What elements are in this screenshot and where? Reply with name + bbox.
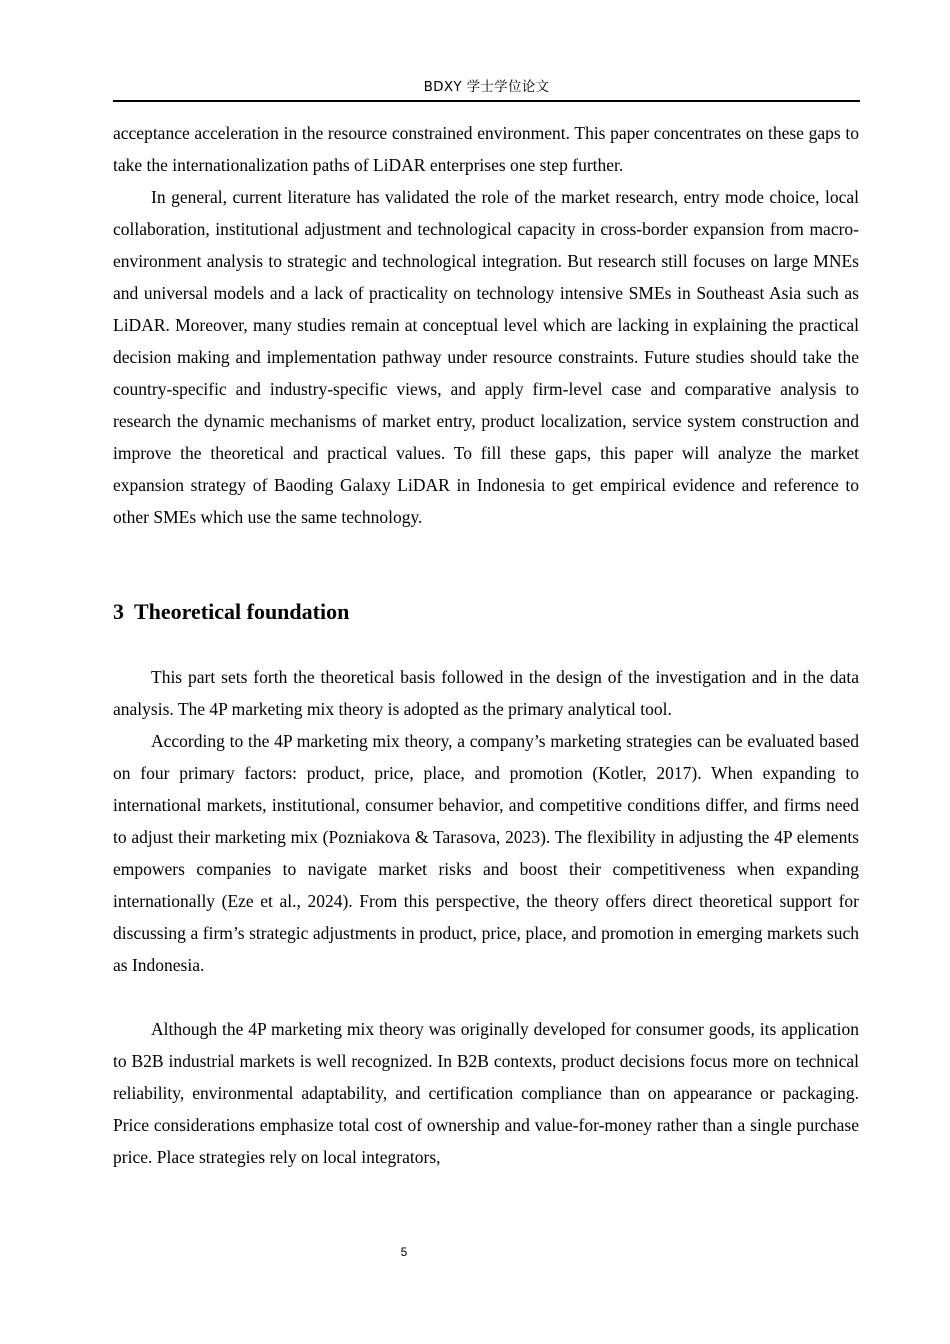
- page-body: [113, 117, 859, 1173]
- section-title: Theoretical foundation: [134, 599, 350, 624]
- paragraph-b2b-application: Although the 4P marketing mix theory was originally developed for consumer goods, its application to B2B industrial markets is well recognized. In B2B contexts, product decisions focus more on technical reliability, environmental adaptability, and certification compliance than on appearance or packaging. Price considerations emphasize total cost of ownership and value-for-money rather than a single purchase price. Place strategies rely on local integrators,: [113, 1019, 859, 1167]
- paragraph-literature-summary: In general, current literature has validated the role of the market research, entry mode choice, local collaboration, institutional adjustment and technological capacity in cross-border expansion from macro-environment analysis to strategic and technological integration. But research still focuses on large MNEs and universal models and a lack of practicality on technology intensive SMEs in Southeast Asia such as LiDAR. Moreover, many studies remain at conceptual level which are lacking in explaining the practical decision making and implementation pathway under resource constraints. Future studies should take the country-specific and industry-specific views, and apply firm-level case and comparative analysis to research the dynamic mechanisms of market entry, product localization, service system construction and improve the theoretical and practical values. To fill these gaps, this paper will analyze the market expansion strategy of Baoding Galaxy LiDAR in Indonesia to get empirical evidence and reference to other SMEs which use the same technology.: [113, 187, 859, 527]
- running-header: BDXY 学士学位论文: [423, 79, 550, 95]
- paragraph-4p-theory: According to the 4P marketing mix theory, a company’s marketing strategies can be evaluated based on four primary factors: product, price, place, and promotion (Kotler, 2017). When expanding to international markets, institutional, consumer behavior, and competitive conditions differ, and firms need to adjust their marketing mix (Pozniakova & Tarasova, 2023). The flexibility in adjusting the 4P elements empowers companies to navigate market risks and boost their competitiveness when expanding internationally (Eze et al., 2024). From this perspective, the theory offers direct theoretical support for discussing a firm’s strategic adjustments in product, price, place, and promotion in emerging markets such as Indonesia.: [113, 731, 859, 975]
- section-heading: [113, 596, 859, 628]
- page-number: 5: [400, 1245, 408, 1259]
- paragraph-continued: acceptance acceleration in the resource constrained environment. This paper concentrates on these gaps to take the internationalization paths of LiDAR enterprises one step further.: [113, 123, 859, 175]
- section-number: 3: [113, 599, 124, 624]
- paragraph-section-intro: This part sets forth the theoretical basis followed in the design of the investigation and in the data analysis. The 4P marketing mix theory is adopted as the primary analytical tool.: [113, 667, 859, 719]
- header-rule: [113, 100, 860, 102]
